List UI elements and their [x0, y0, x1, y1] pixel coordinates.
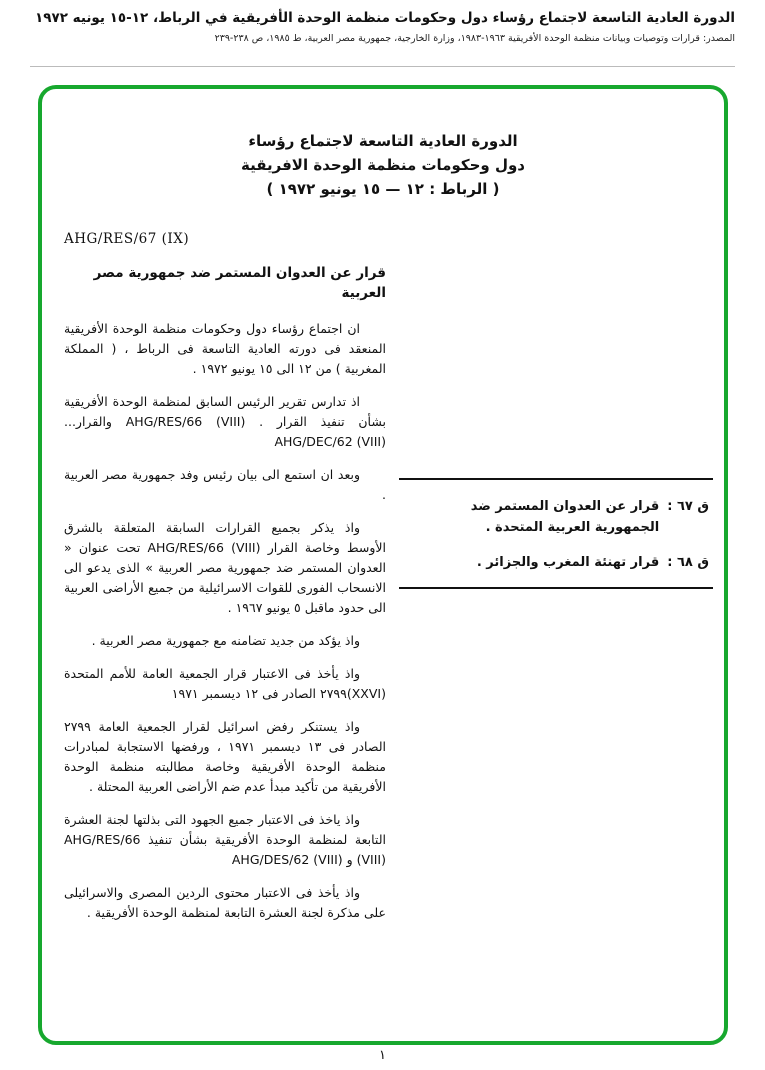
resolution-paragraph: اذ تدارس تقرير الرئيس السابق لمنظمة الوحدة الأفريقية بشأن تنفيذ القرار . AHG/RES/66 (VIII) والقرار... AHG/DEC/62 (VIII) [64, 394, 386, 449]
index-item-68 [403, 552, 709, 573]
resolution-paragraph: واذ يستنكر رفض اسرائيل لقرار الجمعية العامة ٢٧٩٩ الصادر فى ١٣ ديسمبر ١٩٧١ ، ورفضها الاستجابة لمبادرات منظمة الوحدة الأفريقية وخاصة مطالبته منظمة الوحدة الأفريقية من تأكيد مبدأ عدم ضم الأراضى العربية المحتلة . [64, 719, 386, 794]
resolution-paragraph: واذ يذكر بجميع القرارات السابقة المتعلقة بالشرق الأوسط وخاصة القرار AHG/RES/66 (VIII) تحت عنوان « العدوان المستمر ضد جمهورية مصر العربية » الذى يدعو الى الانسحاب الفورى للقوات الاسرائيلية من جميع الأراضى العربية الى حدود ماقبل ٥ يونيو ١٩٦٧ . [64, 520, 386, 615]
header-divider [30, 66, 735, 67]
document-frame [38, 85, 728, 1045]
index-item-68-title: قرار تهنئة المغرب والجزائر . [476, 555, 660, 570]
resolution-reference: AHG/RES/67 (IX) [64, 231, 190, 247]
page-number: ١ [379, 1048, 386, 1063]
session-title-line2: دول وحكومات منظمة الوحدة الافريقية [241, 156, 525, 174]
session-title-line1: الدورة العادية التاسعة لاجتماع رؤساء [248, 132, 518, 150]
index-item-68-number: ق ٦٨ : [667, 555, 709, 570]
resolutions-index [399, 478, 713, 589]
session-title-line3: ( الرباط : ١٢ — ١٥ يونيو ١٩٧٢ ) [266, 180, 500, 198]
header-source: المصدر: قرارات وتوصيات وبيانات منظمة الوحدة الأفريقية ١٩٦٣-١٩٨٣، وزارة الخارجية، جمهورية مصر العربية، ط ١٩٨٥، ص ٢٣٨-٢٣٩ [214, 33, 735, 44]
resolution-paragraph: واذ يؤكد من جديد تضامنه مع جمهورية مصر العربية . [91, 633, 360, 648]
header-title: الدورة العادية التاسعة لاجتماع رؤساء دول وحكومات منظمة الوحدة الأفريقية في الرباط، ١٢-١٥ يونيه ١٩٧٢ [35, 10, 735, 26]
resolution-body [64, 231, 386, 936]
session-title [42, 129, 724, 201]
resolution-paragraph: واذ يأخذ فى الاعتبار قرار الجمعية العامة للأمم المتحدة (XXVI)٢٧٩٩ الصادر فى ١٢ ديسمبر ١٩٧١ [64, 666, 386, 701]
index-item-67-title: قرار عن العدوان المستمر ضد الجمهورية العربية المتحدة . [470, 499, 660, 535]
resolution-heading: قرار عن العدوان المستمر ضد جمهورية مصر العربية [93, 265, 386, 301]
index-item-67 [403, 496, 709, 538]
resolution-paragraph: واذ ياخذ فى الاعتبار جميع الجهود التى بذلتها لجنة العشرة التابعة لمنظمة الوحدة الأفريقية بشأن تنفيذ AHG/RES/66 (VIII) و AHG/DES/62 (VIII) [64, 812, 386, 867]
resolution-paragraph: ان اجتماع رؤساء دول وحكومات منظمة الوحدة الأفريقية المنعقد فى دورته العادية التاسعة فى الرباط ، ( المملكة المغربية ) من ١٢ الى ١٥ يونيو ١٩٧٢ . [64, 321, 386, 376]
index-item-67-number: ق ٦٧ : [667, 499, 709, 514]
resolution-paragraph: وبعد ان استمع الى بيان رئيس وفد جمهورية مصر العربية . [64, 467, 386, 502]
page-header [30, 10, 735, 44]
resolution-paragraph: واذ يأخذ فى الاعتبار محتوى الردين المصرى والاسرائيلى على مذكرة لجنة العشرة التابعة لمنظمة الوحدة الأفريقية . [64, 885, 386, 920]
